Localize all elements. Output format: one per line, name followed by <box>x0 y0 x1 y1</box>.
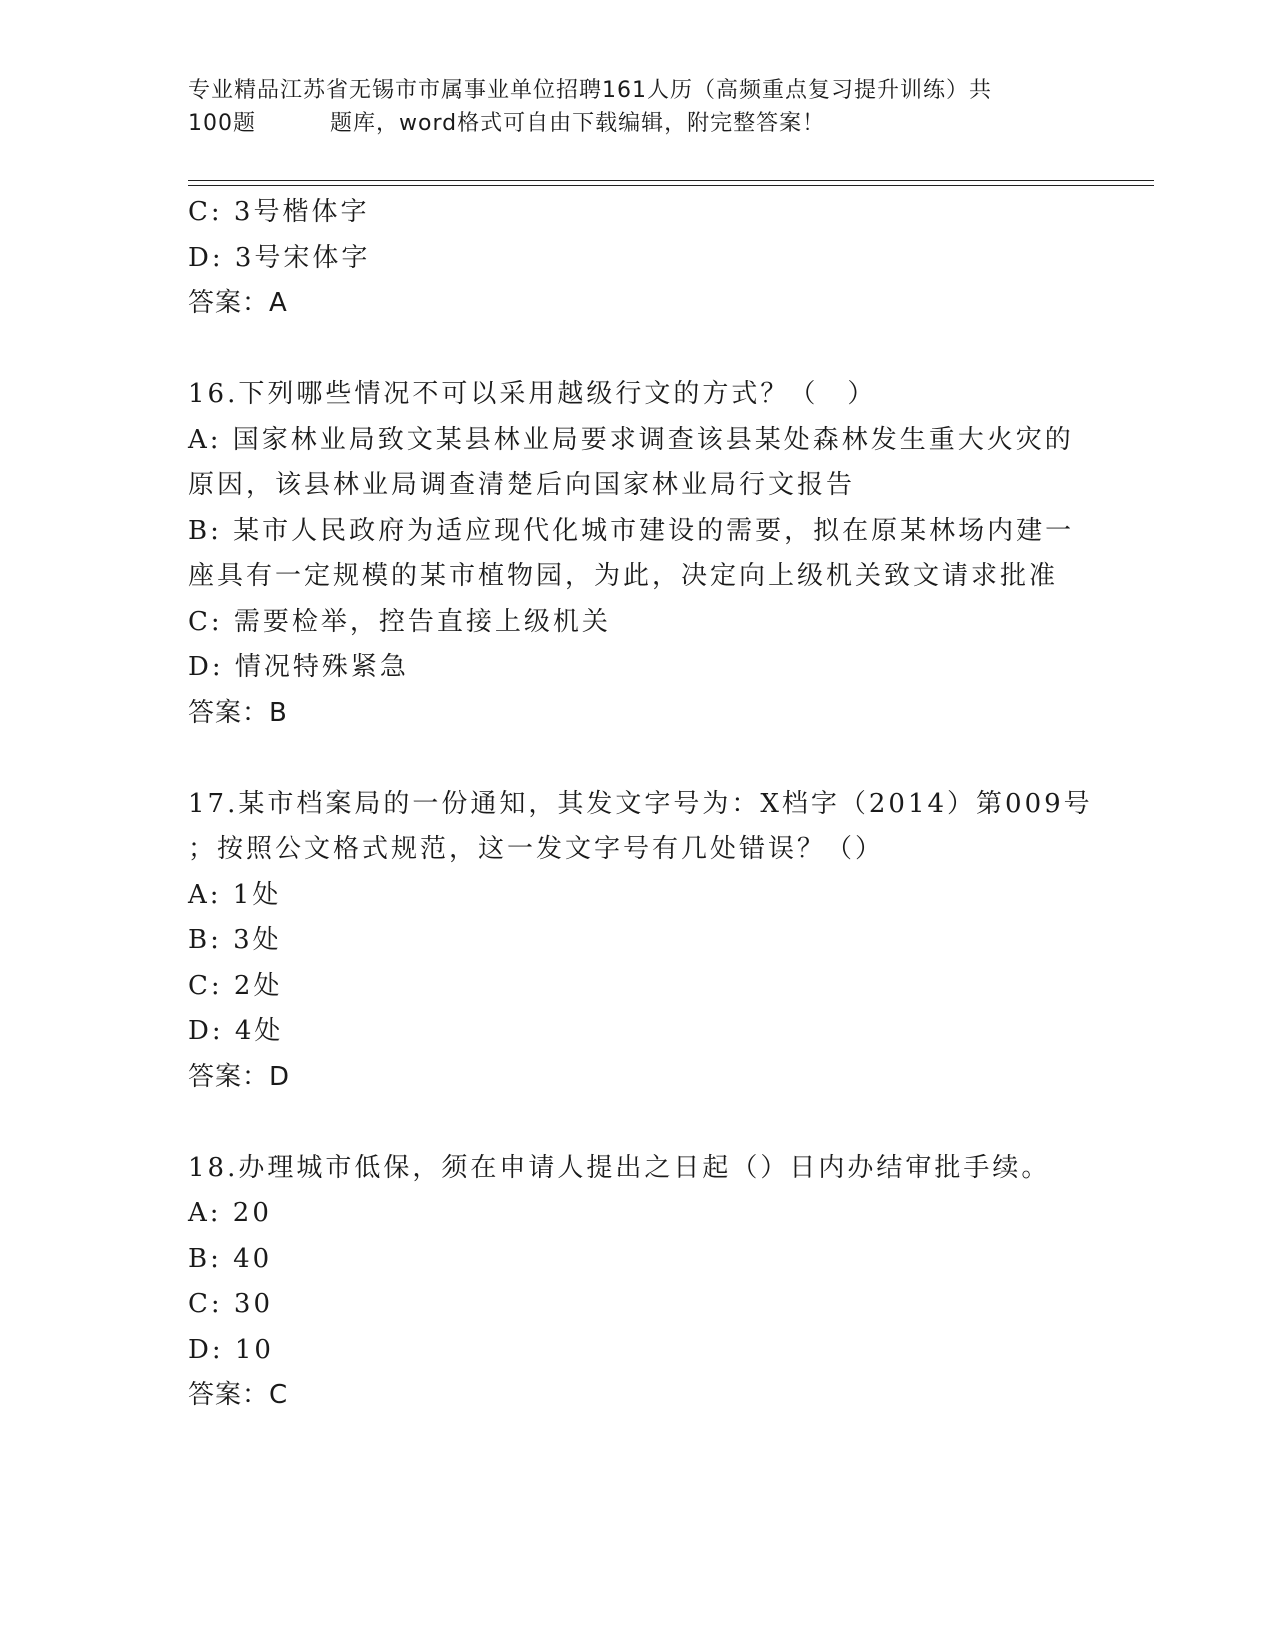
option-c: C: 30 <box>188 1289 274 1319</box>
answer: 答案：D <box>188 1061 291 1092</box>
option-b: B: 3处 <box>188 925 282 955</box>
question-16 <box>188 372 1088 736</box>
header-divider-top <box>188 180 1154 181</box>
question-stem: 17.某市档案局的一份通知，其发文字号为：X档字（2014）第009号 <box>188 788 1093 819</box>
option-a: A: 20 <box>188 1198 272 1228</box>
question-18 <box>188 1146 1088 1419</box>
header-description: 题库，word格式可自由下载编辑，附完整答案！ <box>330 111 826 136</box>
option-b: B: 40 <box>188 1243 273 1274</box>
option-c: C: 3号楷体字 <box>188 197 370 227</box>
option-b-continued: 座具有一定规模的某市植物园，为此，决定向上级机关致文请求批准 <box>188 561 1059 591</box>
option-d: D: 情况特殊紧急 <box>188 652 409 682</box>
answer: 答案：A <box>188 288 288 318</box>
header-title-line-2 <box>188 107 1088 140</box>
option-c: C: 需要检举，控告直接上级机关 <box>188 606 611 637</box>
question-17 <box>188 782 1093 1101</box>
option-d: D: 3号宋体字 <box>188 242 371 273</box>
question-stem: 18.办理城市低保，须在申请人提出之日起（）日内办结审批手续。 <box>188 1152 1051 1183</box>
option-b: B: 某市人民政府为适应现代化城市建设的需要，拟在原某林场内建一 <box>188 515 1075 546</box>
header-title-line-1: 专业精品江苏省无锡市市属事业单位招聘161人历（高频重点复习提升训练）共 <box>188 78 992 103</box>
option-c: C: 2处 <box>188 970 283 1001</box>
question-15-tail <box>188 190 1088 327</box>
question-stem: 16.下列哪些情况不可以采用越级行文的方式？（ ） <box>188 379 877 409</box>
answer: 答案：C <box>188 1380 289 1410</box>
header-divider-bottom <box>188 185 1154 186</box>
option-d: D: 4处 <box>188 1016 284 1046</box>
document-header <box>188 74 1088 140</box>
question-stem-continued: ；按照公文格式规范，这一发文字号有几处错误？（） <box>188 834 885 864</box>
option-d: D: 10 <box>188 1334 274 1365</box>
option-a-continued: 原因，该县林业局调查清楚后向国家林业局行文报告 <box>188 470 856 500</box>
option-a: A: 1处 <box>188 879 282 910</box>
question-list <box>188 190 1093 1419</box>
header-question-count: 100题 <box>188 111 256 136</box>
option-a: A: 国家林业局致文某县林业局要求调查该县某处森林发生重大火灾的 <box>188 424 1074 455</box>
answer: 答案：B <box>188 697 288 728</box>
